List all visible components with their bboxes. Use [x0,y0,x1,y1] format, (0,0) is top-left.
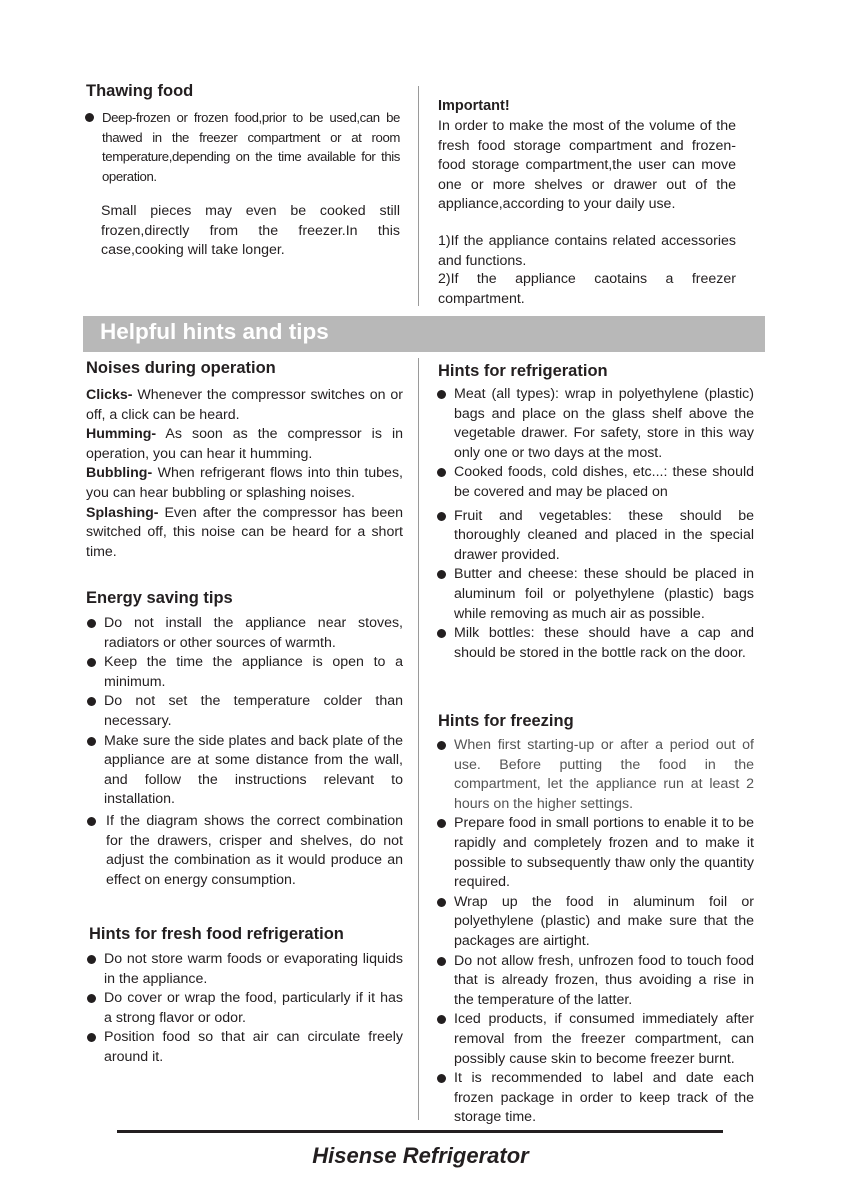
bullet-icon [87,955,96,964]
bullet-icon [87,697,96,706]
bullet-icon [437,957,446,966]
fresh-list [86,950,403,1068]
important-item-2: 2)If the appliance caotains a freezer compartment. [438,271,736,307]
list-item: Do not set the temperature colder than necessary. [86,692,403,731]
list-item: Meat (all types): wrap in polyethylene (plastic) bags and place on the glass shelf above the vegetable drawer. For safety, store in this way only one or two days at the most. [436,385,754,463]
bullet-icon [87,619,96,628]
list-item: Iced products, if consumed immediately after removal from the freezer compartment, can possibly cause skin to become freezer burnt. [436,1010,754,1069]
important-item-1: 1)If the appliance contains related accessories and functions. [438,233,736,269]
column-divider [418,358,419,1120]
list-item: Milk bottles: these should have a cap and should be stored in the bottle rack on the door. [436,624,754,663]
bullet-icon [87,737,96,746]
noise-item: Clicks- Whenever the compressor switches on or off, a click can be heard. [86,387,403,423]
list-item: It is recommended to label and date each frozen package in order to keep track of the storage time. [436,1069,754,1128]
bullet-icon [87,994,96,1003]
list-item: Butter and cheese: these should be placed in aluminum foil or polyethylene (plastic) bags while removing as much air as possible. [436,565,754,624]
list-item: Cooked foods, cold dishes, etc...: these should be covered and may be placed on [436,463,754,502]
noise-item: Bubbling- When refrigerant flows into thin tubes, you can hear bubbling or splashing noises. [86,465,403,501]
bullet-icon [87,658,96,667]
bullet-icon [437,629,446,638]
list-item: Do not allow fresh, unfrozen food to touch food that is already frozen, thus avoiding a rise in the temperature of the latter. [436,952,754,1011]
footer-brand: Hisense Refrigerator [312,1143,529,1168]
list-item: Do cover or wrap the food, particularly if it has a strong flavor or odor. [86,989,403,1028]
thawing-paragraph: Small pieces may even be cooked still frozen,directly from the freezer.In this case,cooking will take longer. [101,203,400,259]
list-item: Deep-frozen or frozen food,prior to be used,can be thawed in the freezer compartment or at room temperature,depending on the time available for this operation. [84,108,400,186]
noise-item: Splashing- Even after the compressor has been switched off, this noise can be heard for a short time. [86,504,403,560]
list-item: If the diagram shows the correct combination for the drawers, crisper and shelves, do not adjust the combination as it would produce an effect on energy consumption. [86,812,403,890]
thawing-list [84,108,400,186]
energy-list [86,614,403,890]
list-item: Prepare food in small portions to enable it to be rapidly and completely frozen and to make it possible to subsequently thaw only the quantity required. [436,814,754,892]
list-item: When first starting-up or after a period out of use. Before putting the food in the compartment, let the appliance run at least 2 hours on the higher settings. [436,736,754,814]
list-item: Wrap up the food in aluminum foil or polyethylene (plastic) and make sure that the packages are airtight. [436,893,754,952]
important-text: In order to make the most of the volume of the fresh food storage compartment and frozen-food storage compartment,the user can move one or more shelves or drawer out of the appliance,according to your daily use. [438,118,736,213]
refrig-list [436,385,754,663]
list-item: Keep the time the appliance is open to a minimum. [86,653,403,692]
column-divider [418,86,419,306]
important-heading: Important! [438,98,510,114]
bullet-icon [437,898,446,907]
list-item: Fruit and vegetables: these should be thoroughly cleaned and placed in the special drawer provided. [436,507,754,566]
list-item: Make sure the side plates and back plate of the appliance are at some distance from the wall, and follow the instructions relevant to installation. [86,732,403,810]
thawing-heading: Thawing food [86,82,194,100]
bullet-icon [437,512,446,521]
list-item: Do not install the appliance near stoves, radiators or other sources of warmth. [86,614,403,653]
bullet-icon [437,741,446,750]
list-item: Position food so that air can circulate freely around it. [86,1028,403,1067]
bullet-icon [87,1033,96,1042]
list-item: Do not store warm foods or evaporating liquids in the appliance. [86,950,403,989]
bullet-icon [87,817,96,826]
freezing-list [436,736,754,1128]
bullet-icon [437,819,446,828]
noises-block [86,386,403,562]
noise-item: Humming- As soon as the compressor is in operation, you can hear it humming. [86,426,403,462]
bullet-icon [437,570,446,579]
freezing-heading: Hints for freezing [438,712,574,730]
noises-heading: Noises during operation [86,359,276,377]
section-banner [83,316,765,352]
bullet-icon [85,113,94,122]
bullet-icon [437,1074,446,1083]
footer-rule [117,1130,723,1133]
bullet-icon [437,468,446,477]
banner-title: Helpful hints and tips [100,319,329,344]
energy-heading: Energy saving tips [86,589,233,607]
bullet-icon [437,390,446,399]
bullet-icon [437,1015,446,1024]
refrig-heading: Hints for refrigeration [438,362,608,380]
fresh-heading: Hints for fresh food refrigeration [89,925,344,943]
